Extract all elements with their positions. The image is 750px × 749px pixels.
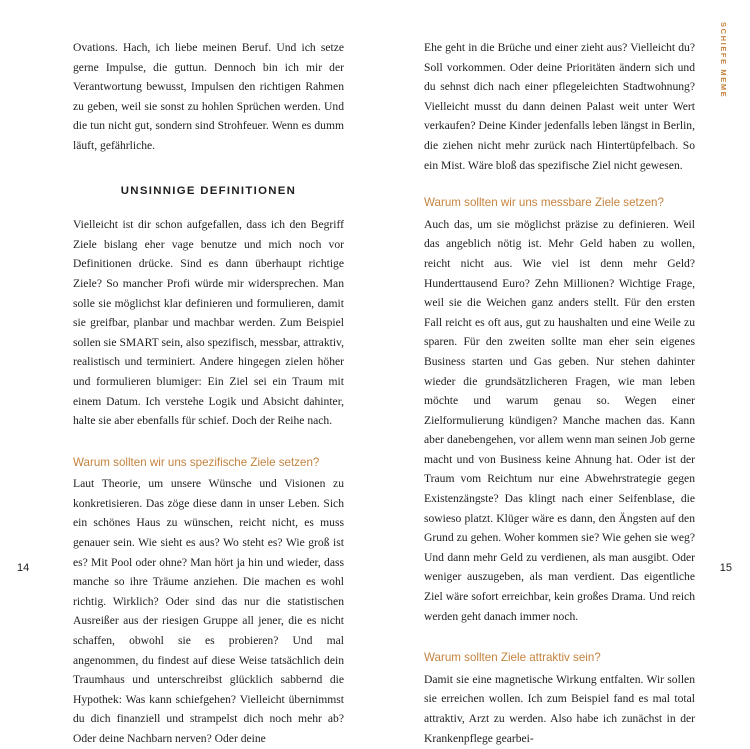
left-page-column: [73, 38, 344, 749]
section-heading: UNSINNIGE DEFINITIONEN: [120, 184, 297, 197]
right-intro-paragraph: Ehe geht in die Brüche und einer zieht aus? Vielleicht du? Soll vorkommen. Oder deine Prioritäten ändern sich und du sehnst dich nach einer pflegeleichten Stadtwohnung? Vielleicht musst du dann deinen Palast weit unter Wert verkaufen? Deine Kinder jedenfalls leben längst in Berlin, die ziehen nicht mehr zurück nach Hintertüpfelbach. So ein Mist. Wäre bloß das spezifische Ziel nicht gewesen.: [424, 41, 695, 172]
subheading-measurable-goals: Warum sollten wir uns messbare Ziele setzen?: [424, 196, 664, 210]
left-intro-paragraph: Ovations. Hach, ich liebe meinen Beruf. Und ich setze gerne Impulse, die guttun. Dennoch bin ich mir der Verantwortung bewusst, Impulsen den richtigen Rahmen zu geben, weil sie sonst zu hohlen Sprüchen werden. Und die tun nicht gut, sondern sind Strohfeuer. Wenn es dumm läuft, gefährliche.: [73, 41, 344, 152]
page-number-right: 15: [719, 562, 732, 574]
page-number-left: 14: [17, 562, 30, 574]
right-page-column: [424, 38, 695, 748]
subheading-attractive-goals: Warum sollten Ziele attraktiv sein?: [424, 651, 601, 665]
definitions-paragraph: Vielleicht ist dir schon aufgefallen, dass ich den Begriff Ziele bislang eher vage benutze und mich noch vor Definitionen drücke. Sind es dann überhaupt richtige Ziele? So mancher Profi würde mir widersprechen. Man solle sie möglichst klar definieren und formulieren, damit sie greifbar, planbar und machbar werden. Zum Beispiel sollen sie SMART sein, also spezifisch, messbar, attraktiv, realistisch und terminiert. Andere hingegen zielen höher und formulieren blumiger: Ein Ziel sei ein Traum mit einem Datum. Ich verstehe Logik und Absicht dahinter, halte sie aber ebenfalls für schief. Doch der Reihe nach.: [73, 218, 344, 428]
running-head: SCHIEFE MEME: [719, 22, 728, 99]
specific-goals-paragraph: Laut Theorie, um unsere Wünsche und Visionen zu konkretisieren. Das zöge diese dann in unser Leben. Sich ein schönes Haus zu wünschen, reicht nicht, es muss genauer sein. Wie sieht es aus? Wo steht es? Wie groß ist es? Mit Pool oder ohne? Man hört ja hin und wieder, dass manche so ihre Träume anziehen. Die machen es wohl richtig. Wirklich? Oder sind das nur die statistischen Ausreißer aus der riesigen Gruppe all jener, die es nicht schaffen, obwohl sie es probieren? Und mal angenommen, du findest auf diese Weise tatsächlich dein Traumhaus und unterschreibst glücklich sabbernd die Hypothek: Was kann schiefgehen? Vielleicht übernimmst du dich finanziell und strampelst dich noch mehr ab? Oder deine Nachbarn nerven? Oder deine: [73, 477, 344, 745]
subheading-specific-goals: Warum sollten wir uns spezifische Ziele setzen?: [73, 455, 320, 469]
attractive-goals-paragraph: Damit sie eine magnetische Wirkung entfalten. Wir sollen sie erreichen wollen. Ich zum Beispiel fand es mal total attraktiv, Arzt zu werden. Also habe ich zunächst in der Krankenpflege gearbei-: [424, 672, 695, 745]
measurable-goals-paragraph: Auch das, um sie möglichst präzise zu definieren. Weil das angeblich nötig ist. Mehr Geld haben zu wollen, reicht nicht aus. Wie viel ist denn mehr Geld? Hunderttausend Euro? Zehn Millionen? Wichtige Frage, weil sie die Weichen ganz anders stellt. Für den ersten Fall reicht es oft aus, gut zu haushalten und eine Weile zu sparen. Für den zweiten sollte man eher sein eigenes Business starten und Gas geben. Nur stehen dahinter wieder die grundsätzlicheren Fragen, wie man leben möchte und warum genau so. Wegen einer Zielformulierung kündigen? Manche machen das. Kann aber danebengehen, vor allem wenn man seinen Job gerne macht und von Business keine Ahnung hat. Oder ist der Traum vom Reichtum nur eine Abwehrstrategie gegen Existenzängste? Das klingt nach einer Seifenblase, die sowieso platzt. Klüger wäre es dann, den Ängsten auf den Grund zu gehen. Woher kommen sie? Wie gehen sie weg? Und dann mehr Geld zu verdienen, als man ausgibt. Oder weniger auszugeben, als man verdient. Das eigentliche Ziel wäre sofort erreichbar, kein großes Drama. Und reich werden geht danach immer noch.: [424, 217, 695, 623]
